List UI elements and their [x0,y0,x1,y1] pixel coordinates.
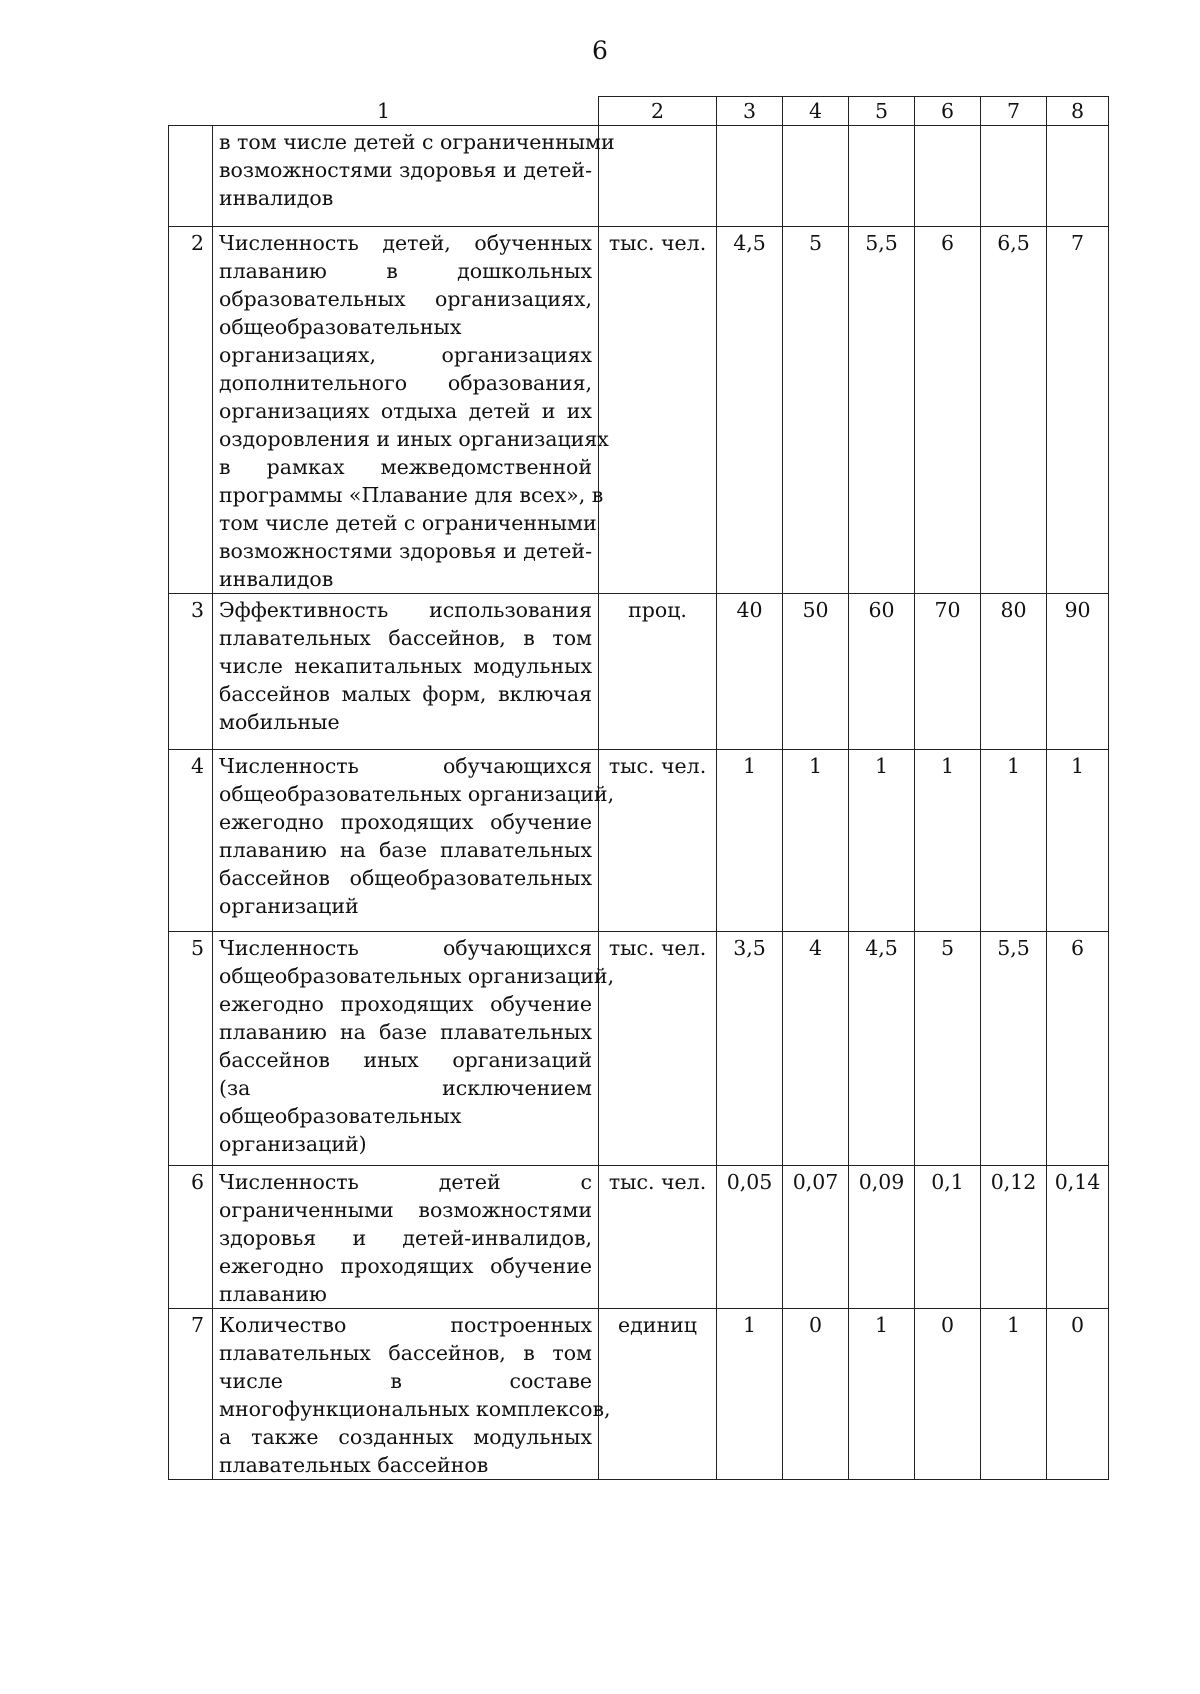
value-cell: 1 [717,750,783,932]
indicator-name-line: плаванию на базе плавательных [219,838,593,862]
value-cell: 70 [915,594,981,750]
column-header: 7 [981,97,1047,126]
indicator-name-line: ежегодно проходящих обучение [219,992,593,1016]
value-cell: 0 [783,1309,849,1480]
column-header-label: 1 [376,99,391,123]
value-cell: 7 [1047,227,1109,594]
indicator-name-line: числе в составе [219,1369,593,1393]
indicator-name-line: плавательных бассейнов [219,1453,489,1477]
row-number: 6 [169,1166,213,1309]
indicator-name-line: общеобразовательных организаций, [219,782,615,806]
indicator-name-line: в том числе детей с ограниченными [219,130,615,154]
value-cell: 3,5 [717,932,783,1166]
indicator-name-line: общеобразовательных организаций, [219,964,615,988]
indicator-name [213,594,599,750]
value-cell: 1 [981,1309,1047,1480]
indicator-name-line: инвалидов [219,186,334,210]
indicator-name-line: ограниченными возможностями [219,1198,593,1222]
column-header: 6 [915,97,981,126]
indicator-name-line: Численность обучающихся [219,754,593,778]
value-cell: 1 [849,750,915,932]
table-row [169,750,1109,932]
value-cell: 40 [717,594,783,750]
value-cell: 4 [783,932,849,1166]
indicator-name-line: ежегодно проходящих обучение [219,1254,593,1278]
value-cell: 0 [915,1309,981,1480]
value-cell [849,126,915,227]
value-cell: 90 [1047,594,1109,750]
indicator-name-line: бассейнов общеобразовательных [219,866,593,890]
indicator-name-line: возможностями здоровья и детей- [219,539,593,563]
value-cell: 0,09 [849,1166,915,1309]
indicator-name-line: многофункциональных комплексов, [219,1397,611,1421]
indicator-name-line: плаванию на базе плавательных [219,1020,593,1044]
value-cell: 1 [1047,750,1109,932]
unit-cell: тыс. чел. [599,1166,717,1309]
indicator-name-line: дополнительного образования, [219,371,593,395]
unit-cell: тыс. чел. [599,750,717,932]
indicator-name [213,932,615,1166]
indicator-name-line: программы «Плавание для всех», в [219,483,604,507]
value-cell [981,126,1047,227]
indicator-name-line: (за исключением [219,1076,593,1100]
indicator-name-line: а также созданных модульных [219,1425,593,1449]
indicator-name-line: бассейнов малых форм, включая [219,682,593,706]
value-cell: 0 [1047,1309,1109,1480]
value-cell: 0,07 [783,1166,849,1309]
indicator-name-line: общеобразовательных [219,1104,462,1128]
indicators-table [168,96,1109,1480]
table-body [169,97,1109,1480]
column-header: 2 [599,97,717,126]
indicator-name-line: образовательных организациях, [219,287,593,311]
row-number: 4 [169,750,213,932]
value-cell: 4,5 [849,932,915,1166]
indicator-name [213,126,615,227]
table-row [169,126,1109,227]
indicator-name-line: здоровья и детей-инвалидов, [219,1226,593,1250]
value-cell: 1 [783,750,849,932]
indicator-name-line: плаванию в дошкольных [219,259,593,283]
indicator-name-line: инвалидов [219,567,334,591]
unit-cell: единиц [599,1309,717,1480]
value-cell [717,126,783,227]
indicator-name-line: Численность детей с [219,1170,593,1194]
row-number: 2 [169,227,213,594]
value-cell [783,126,849,227]
indicator-name-line: Численность детей, обученных [219,231,593,255]
column-header: 4 [783,97,849,126]
table-row [169,594,1109,750]
unit-cell: проц. [599,594,717,750]
indicator-name-line: плавательных бассейнов, в том [219,626,593,650]
value-cell: 5 [915,932,981,1166]
value-cell: 1 [849,1309,915,1480]
value-cell: 5 [783,227,849,594]
column-header: 3 [717,97,783,126]
row-number: 5 [169,932,213,1166]
value-cell: 1 [717,1309,783,1480]
value-cell: 60 [849,594,915,750]
indicator-name-line: мобильные [219,710,340,734]
indicator-name-line: бассейнов иных организаций [219,1048,593,1072]
indicator-name-line: Численность обучающихся [219,936,593,960]
value-cell [915,126,981,227]
column-header: 8 [1047,97,1109,126]
indicator-name-line: том числе детей с ограниченными [219,511,597,535]
value-cell: 0,05 [717,1166,783,1309]
indicator-name-line: организациях, организациях [219,343,593,367]
value-cell: 6 [915,227,981,594]
row-number: 7 [169,1309,213,1480]
table-row [169,932,1109,1166]
table-row [169,227,1109,594]
row-number: 3 [169,594,213,750]
table-row [169,1309,1109,1480]
value-cell: 5,5 [981,932,1047,1166]
indicator-name-line: Эффективность использования [219,598,593,622]
indicator-name-line: организаций [219,894,359,918]
indicator-name [213,227,609,594]
indicator-name-line: Количество построенных [219,1313,593,1337]
value-cell: 4,5 [717,227,783,594]
indicator-name [213,1166,599,1309]
value-cell: 6 [1047,932,1109,1166]
indicator-name-line: числе некапитальных модульных [219,654,593,678]
value-cell: 0,14 [1047,1166,1109,1309]
indicator-name-line: общеобразовательных [219,315,462,339]
row-number [169,126,213,227]
value-cell: 80 [981,594,1047,750]
value-cell [1047,126,1109,227]
unit-cell: тыс. чел. [599,932,717,1166]
indicator-name-line: оздоровления и иных организациях [219,427,609,451]
indicator-name [213,1309,611,1480]
page-number: 6 [592,36,608,65]
indicator-name-line: возможностями здоровья и детей- [219,158,593,182]
value-cell: 0,1 [915,1166,981,1309]
value-cell: 1 [915,750,981,932]
indicator-name-line: плавательных бассейнов, в том [219,1341,593,1365]
column-header [169,97,599,126]
indicator-name-line: плаванию [219,1282,327,1306]
table-row [169,1166,1109,1309]
header-row [169,97,1109,126]
unit-cell: тыс. чел. [599,227,717,594]
value-cell: 0,12 [981,1166,1047,1309]
indicator-name-line: организаций) [219,1132,367,1156]
indicator-name-line: ежегодно проходящих обучение [219,810,593,834]
value-cell: 6,5 [981,227,1047,594]
value-cell: 5,5 [849,227,915,594]
unit-cell [599,126,717,227]
column-header: 5 [849,97,915,126]
indicator-name-line: организациях отдыха детей и их [219,399,593,423]
value-cell: 1 [981,750,1047,932]
value-cell: 50 [783,594,849,750]
indicator-name-line: в рамках межведомственной [219,455,593,479]
indicator-name [213,750,615,932]
